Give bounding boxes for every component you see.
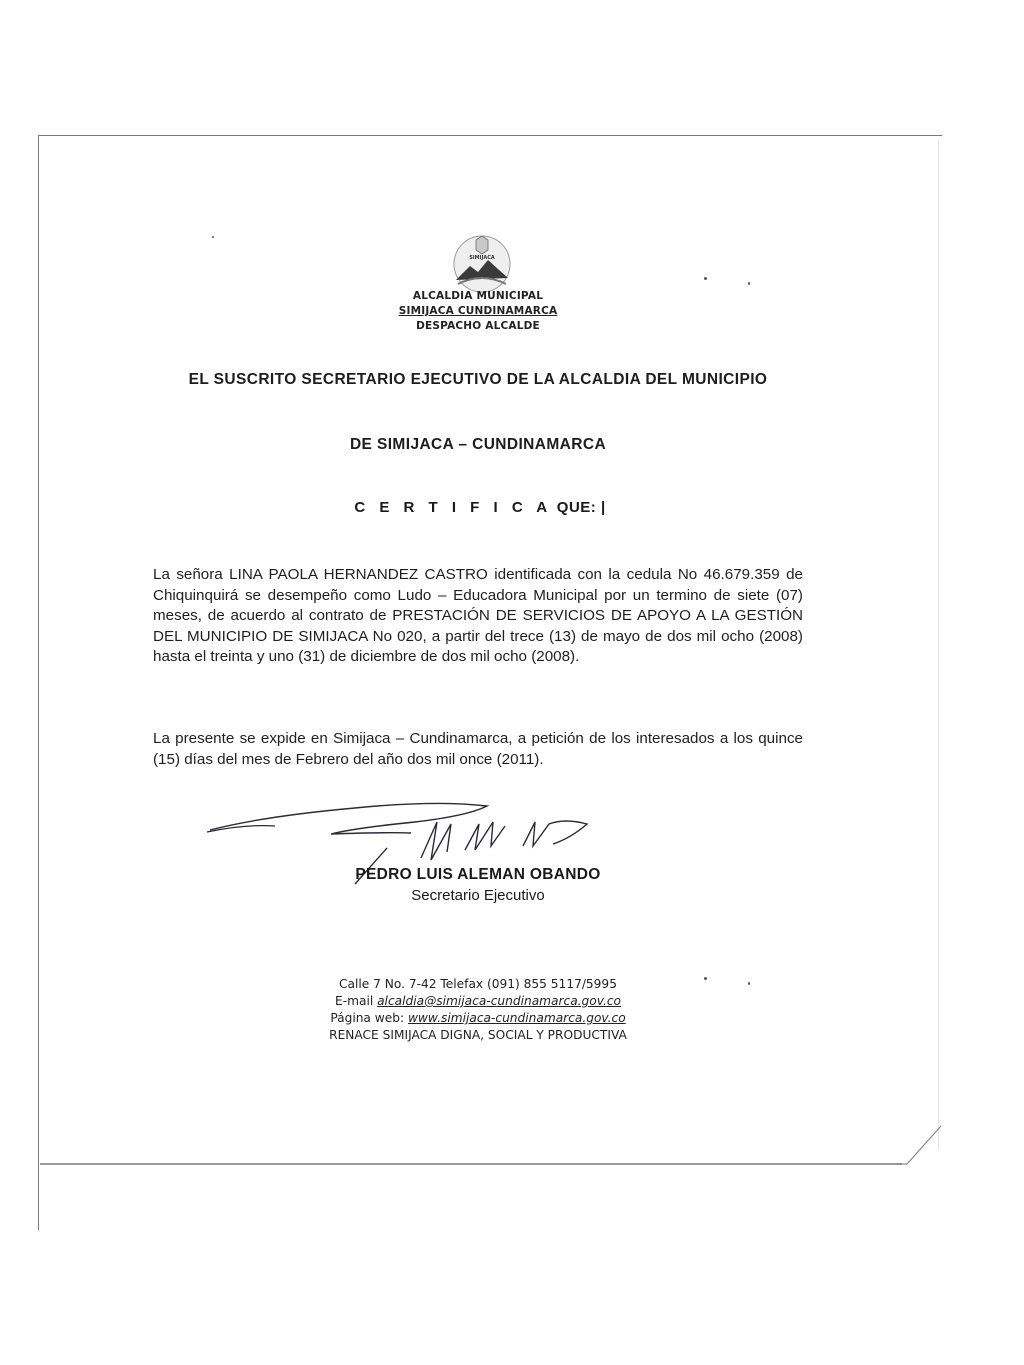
- scan-border-top: [38, 135, 942, 136]
- scan-speck: [704, 277, 707, 280]
- document-heading-line1: EL SUSCRITO SECRETARIO EJECUTIVO DE LA ALCALDIA DEL MUNICIPIO: [188, 371, 768, 388]
- municipal-logo: [448, 232, 516, 296]
- footer-web-label: Página web:: [330, 1011, 408, 1025]
- certificate-body-paragraph: La señora LINA PAOLA HERNANDEZ CASTRO identificada con la cedula No 46.679.359 de Chiquinquirá se desempeño como Ludo – Educadora Municipal por un termino de siete (07) meses, de acuerdo al contrato de PRESTACIÓN DE SERVICIOS DE APOYO A LA GESTIÓN DEL MUNICIPIO DE SIMIJACA No 020, a partir del trece (13) de mayo de dos mil ocho (2008) hasta el treinta y uno (31) de diciembre de dos mil ocho (2008).: [153, 566, 803, 665]
- issuance-paragraph: La presente se expide en Simijaca – Cundinamarca, a petición de los interesados a los quince (15) días del mes de Febrero del año dos mil once (2011).: [153, 730, 803, 768]
- footer-address: Calle 7 No. 7-42 Telefax (091) 855 5117/5995: [339, 977, 617, 991]
- scan-speck: [748, 282, 750, 285]
- letterhead-department: DESPACHO ALCALDE: [416, 320, 540, 332]
- logo-text: SIMIJACA: [469, 255, 495, 261]
- footer-slogan: RENACE SIMIJACA DIGNA, SOCIAL Y PRODUCTIVA: [329, 1028, 627, 1042]
- certifica-heading: [0, 499, 960, 516]
- footer-web-line: [0, 1011, 956, 1025]
- footer-email-label: E-mail: [335, 994, 378, 1008]
- footer-web-link[interactable]: www.simijaca-cundinamarca.gov.co: [407, 1011, 626, 1025]
- document-heading-line2: DE SIMIJACA – CUNDINAMARCA: [349, 436, 607, 453]
- scan-speck: [212, 236, 214, 238]
- certifica-spaced-word: C E R T I F I C A: [354, 499, 553, 516]
- footer-email-link[interactable]: alcaldia@simijaca-cundinamarca.gov.co: [377, 994, 621, 1008]
- letterhead-office: ALCALDIA MUNICIPAL: [412, 290, 544, 302]
- signatory-role: Secretario Ejecutivo: [411, 887, 545, 904]
- footer-email-line: [0, 994, 956, 1008]
- scan-border-bottom: [40, 1163, 902, 1165]
- letterhead-municipality: SIMIJACA CUNDINAMARCA: [398, 305, 558, 317]
- signatory-name: PEDRO LUIS ALEMAN OBANDO: [355, 866, 601, 883]
- scan-folded-corner: [895, 1118, 955, 1168]
- certifica-rest: QUE: |: [552, 499, 606, 516]
